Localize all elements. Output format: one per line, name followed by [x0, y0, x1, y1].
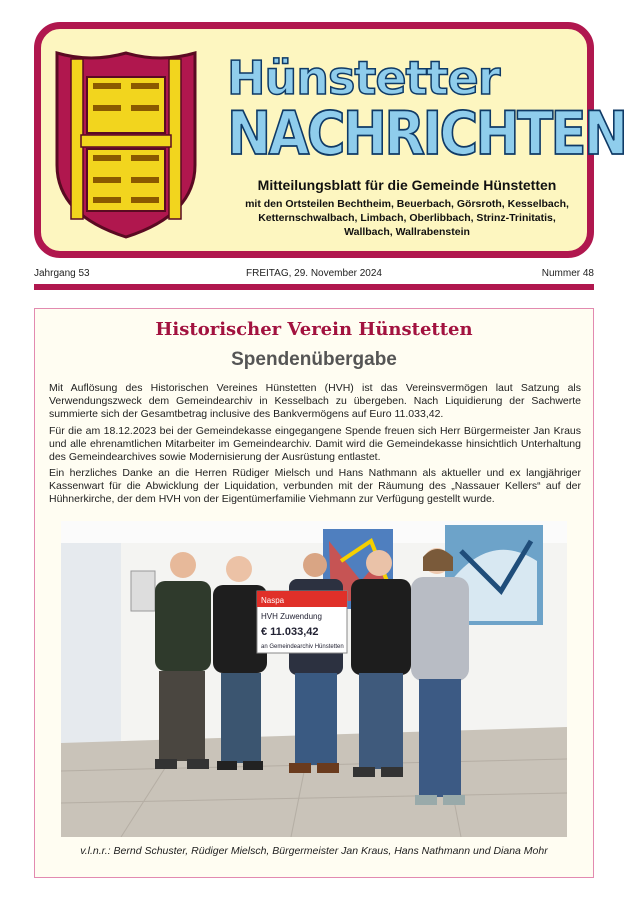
villages-line-1: mit den Ortsteilen Bechtheim, Beuerbach, Görsroth, Kesselbach, — [245, 198, 569, 210]
villages-line-3: Wallbach, Wallrabenstein — [344, 226, 470, 238]
check-amount: € 11.033,42 — [261, 626, 319, 638]
check-bank: Naspa — [261, 596, 285, 605]
brand-line-2: NACHRICHTEN — [227, 99, 625, 169]
issue-date: FREITAG, 29. November 2024 — [246, 268, 382, 279]
issue-bar — [34, 268, 594, 282]
issue-volume: Jahrgang 53 — [34, 268, 90, 279]
masthead-subtitle: Mitteilungsblatt für die Gemeinde Hünstetten — [257, 177, 557, 193]
coat-of-arms-icon — [51, 45, 201, 241]
article-box — [34, 308, 594, 878]
masthead-rule — [34, 284, 594, 290]
photo-caption: v.l.n.r.: Bernd Schuster, Rüdiger Mielsch, Bürgermeister Jan Kraus, Hans Nathmann und Diana Mohr — [80, 845, 548, 857]
article-photo — [61, 521, 567, 837]
article-paragraph-2: Für die am 18.12.2023 bei der Gemeindekasse eingegangene Spende freuen sich Herr Bürgermeister Jan Kraus und alle ehrenamtlichen Mitarbeiter im Gemeindearchiv. Damit wird die Gemeindekasse hinsichtlich Unterhaltung des Gemeindearchives sowie Modernisierung der Ausrüstung entlastet. — [49, 425, 581, 463]
article-paragraph-1: Mit Auflösung des Historischen Vereines Hünstetten (HVH) ist das Vereinsvermögen laut Satzung als Verwendungszweck dem Gemeindearchiv in Kesselbach zu übergeben. Nach Liquidierung der Sachwerte summierte sich der Gesamtbetrag inclusive des Bankvermögens auf Euro 11.033,42. — [49, 382, 581, 420]
article-paragraph-3: Ein herzliches Danke an die Herren Rüdiger Mielsch und Hans Nathmann als aktueller und ex langjähriger Kassenwart für die Abwicklung der Liquidation, verbunden mit der Räumung des „Nassauer Kellers“ auf der Hühnerkirche, der dem HVH von der Eigentümerfamilie Viehmann zur Verfügung gestellt wurde. — [49, 467, 581, 505]
check-line-1: HVH Zuwendung — [261, 612, 322, 621]
brand-line-1: Hünstetter — [227, 51, 500, 105]
masthead-villages — [227, 197, 587, 239]
article-title: Historischer Verein Hünstetten — [155, 319, 473, 340]
article-subtitle: Spendenübergabe — [231, 349, 397, 370]
masthead — [34, 22, 625, 258]
check-payee: an Gemeindearchiv Hünstetten — [261, 644, 344, 650]
villages-line-2: Ketternschwalbach, Limbach, Oberlibbach, Strinz-Trinitatis, — [258, 212, 556, 224]
issue-number: Nummer 48 — [541, 268, 594, 279]
